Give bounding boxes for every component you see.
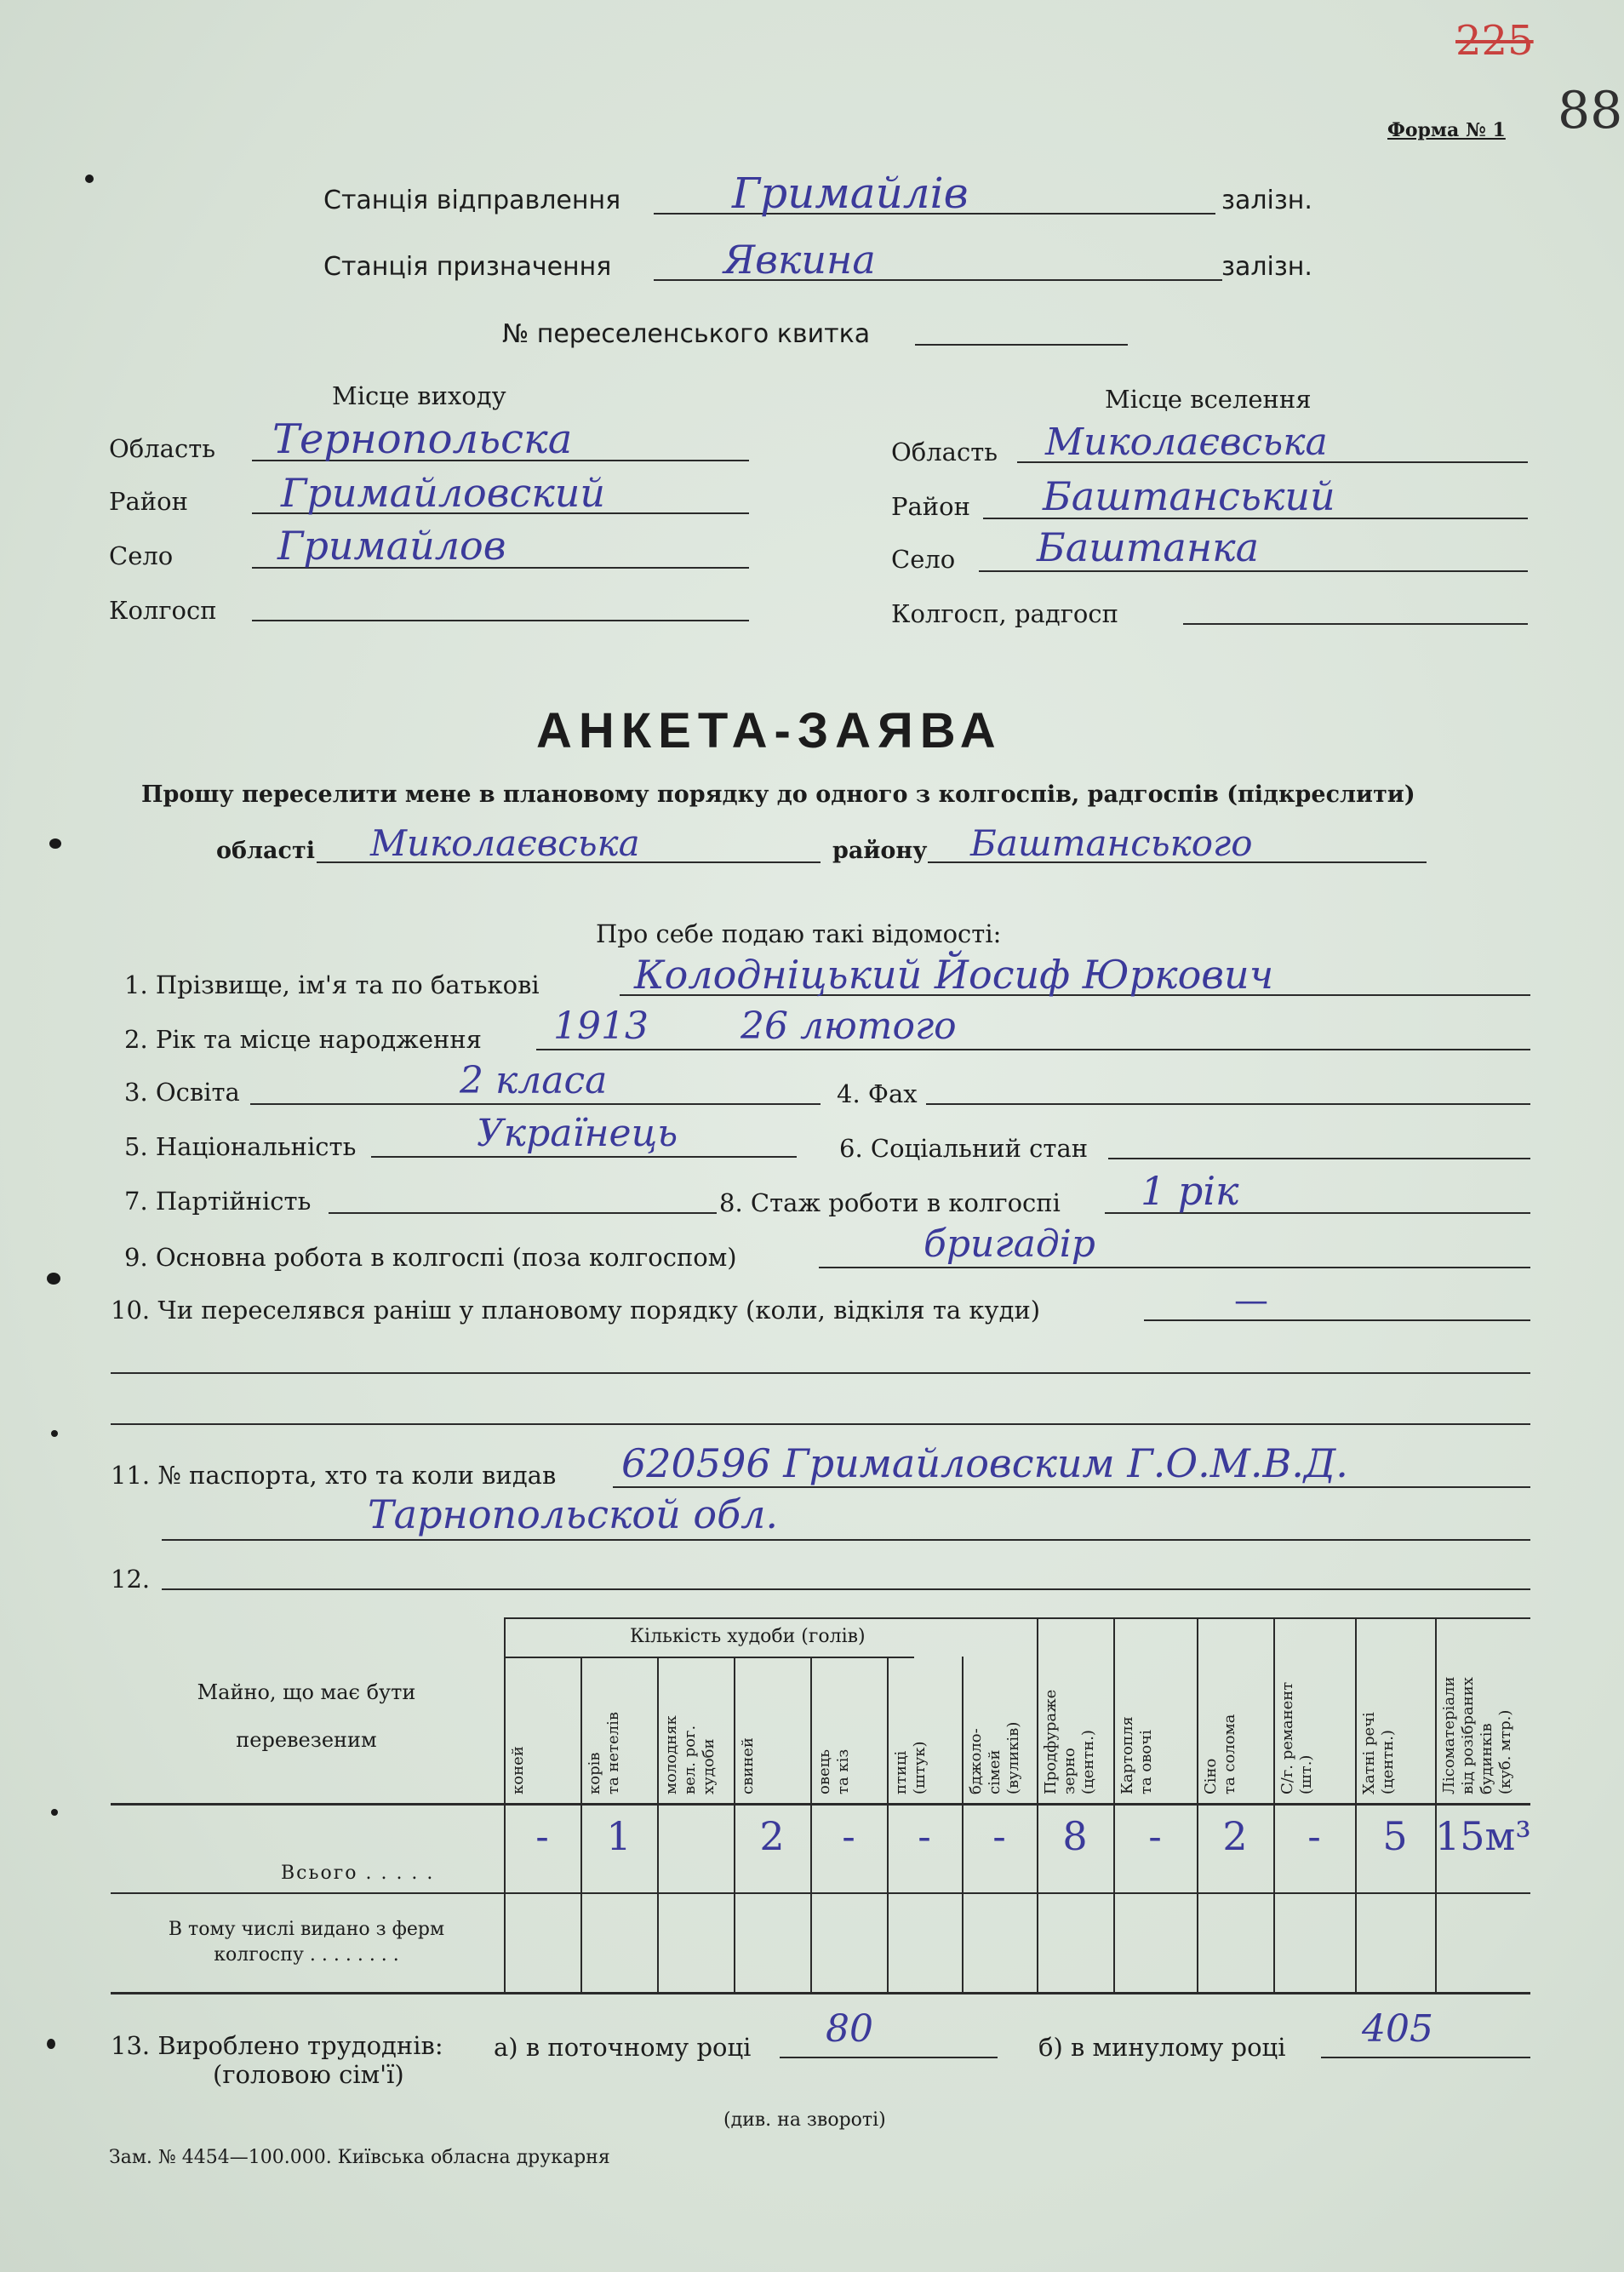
destination-oblast-value[interactable]: Миколаєвська	[1045, 421, 1328, 464]
origin-selo-value[interactable]: Гримайлов	[277, 523, 506, 569]
column-header: корів та нетелів	[586, 1712, 622, 1794]
destination-rail-suffix: залізн.	[1221, 252, 1312, 282]
ticket-number-label: № переселенського квитка	[502, 319, 871, 349]
workdays-current-value[interactable]: 80	[826, 2007, 873, 2051]
origin-kolhosp-line	[252, 620, 749, 621]
request-oblast-label: області	[216, 838, 315, 864]
issued-value-cell[interactable]	[734, 1895, 810, 1989]
ticket-number-line	[915, 344, 1128, 346]
field-1-value[interactable]: Колодніцький Йосиф Юркович	[634, 952, 1274, 998]
issued-value-cell[interactable]	[580, 1895, 657, 1989]
total-value-cell[interactable]: 5	[1382, 1813, 1408, 1859]
field-12-label: 12.	[111, 1565, 151, 1594]
field-9-value[interactable]: бригадір	[924, 1222, 1095, 1266]
field-2-year[interactable]: 1913	[553, 1004, 649, 1048]
punch-mark	[51, 1809, 58, 1816]
destination-station-value[interactable]: Явкина	[723, 237, 876, 283]
workdays-previous-line	[1321, 2057, 1530, 2058]
total-value-cell[interactable]: -	[842, 1813, 855, 1859]
field-3-value[interactable]: 2 класа	[460, 1059, 608, 1102]
request-oblast-value[interactable]: Миколаєвська	[370, 822, 640, 864]
field-6-line	[1108, 1158, 1530, 1159]
table-top-line	[504, 1617, 1530, 1619]
total-value-cell[interactable]: 8	[1062, 1813, 1088, 1859]
request-text: Прошу переселити мене в плановому порядку до одного з колгоспів, радгоспів (підкреслити)	[141, 781, 1415, 808]
origin-raion-label: Район	[109, 487, 188, 516]
column-header: С/г. реманент (шт.)	[1278, 1681, 1315, 1794]
field-2-label: 2. Рік та місце народження	[124, 1025, 482, 1054]
total-label: Всього . . . . .	[281, 1863, 435, 1884]
field-11-value-2[interactable]: Тарнопольской обл.	[368, 1491, 779, 1537]
issued-value-cell[interactable]	[504, 1895, 580, 1989]
field-9-line	[819, 1267, 1530, 1268]
issued-value-cell[interactable]	[1355, 1895, 1435, 1989]
issued-value-cell[interactable]	[1113, 1895, 1197, 1989]
field-3-line	[250, 1103, 821, 1105]
origin-selo-label: Село	[109, 541, 174, 570]
field-5-label: 5. Національність	[124, 1132, 357, 1161]
field-12-line	[162, 1588, 1530, 1590]
origin-heading: Місце виходу	[332, 381, 506, 410]
field-4-line	[926, 1103, 1530, 1105]
departure-rail-suffix: залізн.	[1221, 186, 1312, 215]
destination-raion-value[interactable]: Баштанський	[1043, 473, 1335, 519]
total-value-cell[interactable]: 2	[1222, 1813, 1248, 1859]
field-10-line-3	[111, 1423, 1530, 1425]
column-header: Картопля та овочі	[1118, 1716, 1155, 1794]
form-label: Форма № 1	[1387, 119, 1506, 141]
destination-heading: Місце вселення	[1105, 385, 1312, 414]
field-11-line-2	[162, 1539, 1530, 1541]
issued-value-cell[interactable]	[1197, 1895, 1273, 1989]
column-header: бджоло- сімей (вуликів)	[967, 1721, 1022, 1794]
destination-selo-line	[979, 570, 1528, 572]
column-header: Хатні речі (центн.)	[1360, 1712, 1397, 1794]
issued-value-cell[interactable]	[1273, 1895, 1355, 1989]
issued-value-cell[interactable]	[1435, 1895, 1530, 1989]
departure-station-label: Станція відправлення	[323, 186, 621, 215]
total-value-cell[interactable]: -	[992, 1813, 1006, 1859]
destination-selo-label: Село	[891, 545, 956, 574]
workdays-label: 13. Вироблено трудоднів:	[111, 2031, 443, 2060]
field-3-label: 3. Освіта	[124, 1078, 240, 1107]
issued-value-cell[interactable]	[810, 1895, 887, 1989]
workdays-previous-value[interactable]: 405	[1362, 2007, 1433, 2051]
column-header: Продфураже зерно (центн.)	[1042, 1689, 1097, 1794]
table-bottom-line	[111, 1992, 1530, 1994]
property-header: Майно, що має бути перевезеним	[197, 1680, 416, 1752]
workdays-current-line	[780, 2057, 998, 2058]
destination-raion-label: Район	[891, 492, 970, 521]
issued-value-cell[interactable]	[887, 1895, 962, 1989]
field-7-line	[329, 1212, 717, 1214]
form-title: АНКЕТА-ЗАЯВА	[536, 703, 1003, 758]
field-6-label: 6. Соціальний стан	[839, 1134, 1089, 1163]
punch-mark	[47, 1273, 60, 1285]
field-8-label: 8. Стаж роботи в колгоспі	[719, 1188, 1061, 1217]
table-livestock-line	[504, 1657, 914, 1658]
printer-info: Зам. № 4454—100.000. Київська обласна друкарня	[109, 2147, 610, 2168]
workdays-current-label: а) в поточному році	[494, 2033, 752, 2062]
request-raion-label: району	[832, 838, 928, 864]
field-7-label: 7. Партійність	[124, 1187, 312, 1216]
field-10-line-2	[111, 1372, 1530, 1374]
punch-mark	[49, 838, 61, 849]
issued-value-cell[interactable]	[657, 1895, 734, 1989]
total-value-cell[interactable]: 15м³	[1435, 1813, 1531, 1859]
total-value-cell[interactable]: 2	[759, 1813, 785, 1859]
field-4-label: 4. Фах	[837, 1079, 918, 1108]
field-10-value[interactable]: —	[1234, 1281, 1268, 1320]
field-1-label: 1. Прізвище, ім'я та по батькові	[124, 970, 540, 999]
field-5-line	[371, 1156, 797, 1158]
destination-kolhosp-label: Колгосп, радгосп	[891, 599, 1118, 628]
see-back-note: (див. на звороті)	[723, 2109, 886, 2131]
total-value-cell[interactable]: -	[535, 1813, 549, 1859]
field-11-line	[613, 1486, 1530, 1488]
field-11-value[interactable]: 620596 Гримайловским Г.О.М.В.Д.	[621, 1440, 1348, 1486]
origin-oblast-label: Область	[109, 434, 216, 463]
archive-page-number: 88	[1558, 81, 1623, 140]
column-header: овець та кіз	[815, 1748, 852, 1794]
issued-label: В тому числі видано з ферм колгоспу . . . . . . . .	[168, 1919, 445, 1966]
field-9-label: 9. Основна робота в колгоспі (поза колгоспом)	[124, 1243, 737, 1272]
table-total-bottom-line	[111, 1892, 1530, 1894]
workdays-sublabel: (головою сім'ї)	[213, 2060, 404, 2089]
destination-kolhosp-line	[1183, 623, 1528, 625]
field-5-value[interactable]: Українець	[477, 1112, 678, 1155]
destination-selo-value[interactable]: Баштанка	[1037, 524, 1260, 570]
column-header: коней	[509, 1746, 527, 1794]
punch-mark	[85, 175, 94, 183]
request-raion-value[interactable]: Баштанського	[970, 822, 1253, 864]
field-8-value[interactable]: 1 рік	[1141, 1168, 1239, 1214]
column-header: молодняк вел. рог. худоби	[662, 1715, 718, 1794]
column-header: Лісоматеріали від розібраних будинків (куб. мтр.)	[1440, 1676, 1514, 1794]
issued-value-cell[interactable]	[1037, 1895, 1113, 1989]
punch-mark	[47, 2039, 55, 2049]
field-2-line	[536, 1049, 1530, 1050]
total-value-cell[interactable]: 1	[606, 1813, 632, 1859]
origin-oblast-value[interactable]: Тернопольска	[272, 415, 573, 463]
total-value-cell[interactable]: -	[918, 1813, 931, 1859]
about-heading: Про себе подаю такі відомості:	[596, 919, 1002, 948]
column-header: птиці (штук)	[892, 1741, 929, 1794]
column-header: Сіно та солома	[1202, 1714, 1238, 1794]
origin-raion-value[interactable]: Гримайловский	[281, 470, 605, 516]
punch-mark	[51, 1430, 58, 1437]
field-10-label: 10. Чи переселявся раніш у плановому порядку (коли, відкіля та куди)	[111, 1296, 1041, 1325]
total-value-cell[interactable]: -	[1148, 1813, 1162, 1859]
workdays-previous-label: б) в минулому році	[1038, 2033, 1286, 2062]
field-11-label: 11. № паспорта, хто та коли видав	[111, 1461, 557, 1490]
origin-kolhosp-label: Колгосп	[109, 596, 217, 625]
table-header-bottom-line	[111, 1803, 1530, 1806]
field-10-line	[1144, 1319, 1530, 1321]
destination-station-label: Станція призначення	[323, 252, 612, 282]
departure-station-value[interactable]: Гримайлів	[732, 169, 969, 218]
destination-oblast-label: Область	[891, 438, 998, 466]
livestock-header: Кількість худоби (голів)	[630, 1626, 866, 1647]
issued-value-cell[interactable]	[962, 1895, 1037, 1989]
column-header: свиней	[739, 1737, 757, 1794]
total-value-cell[interactable]: -	[1307, 1813, 1321, 1859]
archive-crossed-number: 225	[1455, 17, 1534, 65]
field-2-date[interactable]: 26 лютого	[741, 1004, 957, 1048]
